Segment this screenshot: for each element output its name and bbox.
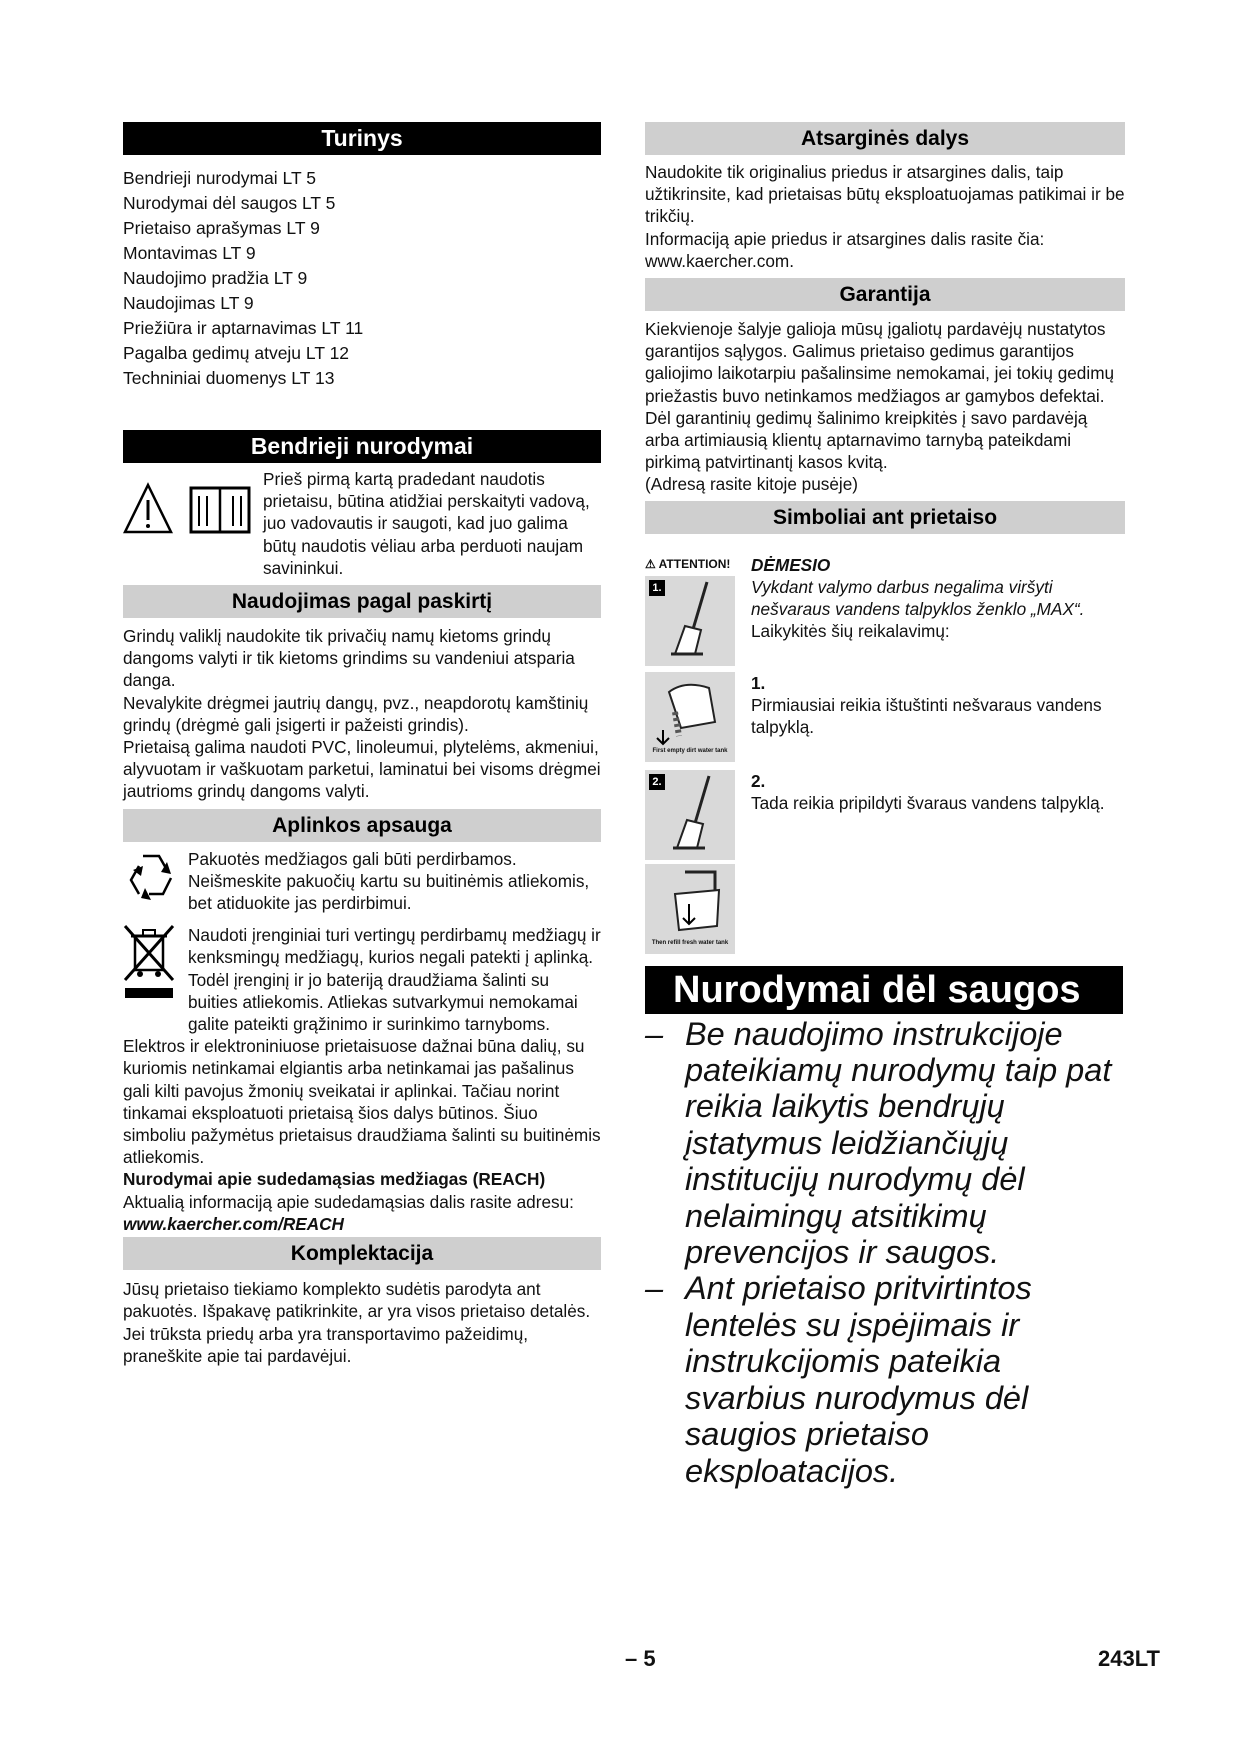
weee-text-inner: Naudoti įrenginiai turi vertingų perdirbamų medžiagų ir kenksmingų medžiagų, kurios negali patekti į aplinką. Todėl įrenginį ir jo bateriją draudžiama šalinti su buities atliekomis. Atliekas sutvarkymui nemokamai galite pateikti grąžinimo ir surinkimo tarnyboms. bbox=[188, 925, 601, 1035]
warranty-address: (Adresą rasite kitoje pusėje) bbox=[645, 474, 859, 495]
symbols-title: Simboliai ant prietaiso bbox=[645, 501, 1125, 534]
spare-parts-section bbox=[645, 161, 1125, 272]
toc-item[interactable]: Bendrieji nurodymai LT 5 bbox=[123, 168, 316, 188]
toc-item[interactable]: Priežiūra ir aptarnavimas LT 11 bbox=[123, 318, 364, 338]
general-section bbox=[123, 468, 601, 579]
warranty-title: Garantija bbox=[645, 278, 1125, 311]
warning-text-block bbox=[751, 554, 1125, 666]
warning-heading: DĖMESIO bbox=[751, 554, 831, 575]
step1-picture bbox=[645, 576, 735, 666]
toc-item[interactable]: Techniniai duomenys LT 13 bbox=[123, 368, 335, 388]
safety-item-text: Be naudojimo instrukcijoje pateikiamų nurodymų taip pat reikia laikytis bendrųjų įstatymus leidžiančiųjų institucijų nurodymų dėl nelaimingų atsitikimų prevencijos ir saugos. bbox=[685, 1015, 1112, 1271]
symbol-row-step1 bbox=[645, 672, 1125, 762]
general-text: Prieš pirmą kartą pradedant naudotis prietaisu, būtina atidžiai perskaityti vadovą, juo vadovautis ir saugoti, kad juo galima būtų naudotis vėliau arba perduoti naujam savininkui. bbox=[263, 469, 590, 578]
step1-text-block bbox=[751, 672, 1125, 762]
weee-text bbox=[123, 924, 601, 1035]
step2-picture bbox=[645, 770, 735, 860]
right-column bbox=[645, 122, 1125, 1489]
symbols-section bbox=[645, 554, 1125, 954]
table-of-contents bbox=[123, 166, 601, 391]
empty-tank-picture bbox=[645, 672, 735, 762]
step1-number: 1. bbox=[751, 672, 766, 693]
general-title: Bendrieji nurodymai bbox=[123, 430, 601, 463]
step1-caption: First empty dirt water tank bbox=[652, 747, 728, 754]
step1-text: Pirmiausiai reikia ištuštinti nešvaraus vandens talpyklą. bbox=[751, 694, 1102, 738]
attention-icon: ⚠ bbox=[645, 556, 656, 571]
intended-use-p2: Nevalykite drėgmei jautrių dangų, pvz., neapdorotų kamštinių grindų (drėgmė gali įsigerti ir pažeisti grindis). bbox=[123, 692, 589, 735]
scope-p1: Jūsų prietaiso tiekiamo komplekto sudėtis parodyta ant pakuotės. Išpakavę patikrinkite, ar yra visos prietaiso detalės. bbox=[123, 1279, 591, 1322]
warranty-text: Kiekvienoje šalyje galioja mūsų įgaliotų pardavėjų nustatytos garantijos sąlygos. Galimus prietaiso gedimus garantijos galiojimo laikotarpiu pašalinsime nemokamai, jei tokių gedimų priežastis buvo netinkamos medžiagos ar gamybos defektai. Dėl garantinių gedimų šalinimo kreipkitės į savo pardavėją arba artimiausią klientų aptarnavimo tarnybą pateikdami pirkimą patvirtinantį kasos kvitą. bbox=[645, 319, 1115, 473]
safety-title: Nurodymai dėl saugos bbox=[645, 966, 1123, 1014]
symbol-row-warning bbox=[645, 554, 1125, 666]
attention-text: ATTENTION! bbox=[658, 556, 731, 571]
empty-tank-icon bbox=[645, 672, 735, 748]
crossed-bin-icon bbox=[123, 924, 175, 1000]
attention-and-step1-image bbox=[645, 554, 737, 666]
recycle-icon bbox=[123, 848, 179, 904]
environment-title: Aplinkos apsauga bbox=[123, 809, 601, 842]
reach-text: Aktualią informaciją apie sudedamąsias dalis rasite adresu: bbox=[123, 1191, 574, 1212]
refill-tank-picture bbox=[645, 864, 735, 954]
follow-text: Laikykitės šių reikalavimų: bbox=[751, 621, 950, 642]
safety-item bbox=[645, 1016, 1125, 1271]
left-column bbox=[123, 122, 601, 1367]
environment-section bbox=[123, 848, 601, 1235]
intended-use-section bbox=[123, 625, 601, 803]
warranty-section bbox=[645, 318, 1125, 496]
step2-caption: Then refill fresh water tank bbox=[651, 939, 729, 946]
toc-item[interactable]: Pagalba gedimų atveju LT 12 bbox=[123, 343, 350, 363]
scope-section bbox=[123, 1278, 601, 1367]
scope-p2: Jei trūksta priedų arba yra transportavimo pažeidimų, praneškite apie tai pardavėjui. bbox=[123, 1323, 529, 1366]
toc-title: Turinys bbox=[123, 122, 601, 155]
bullet-dash: – bbox=[645, 1270, 664, 1307]
weee-icon-box bbox=[123, 924, 188, 1014]
refill-tank-icon bbox=[645, 864, 735, 940]
toc-item[interactable]: Montavimas LT 9 bbox=[123, 243, 256, 263]
step2-text-block bbox=[751, 770, 1104, 954]
safety-item-text: Ant prietaiso pritvirtintos lentelės su įspėjimais ir instrukcijomis pateikia svarbius nurodymus dėl saugios prietaiso eksploatacijos. bbox=[685, 1270, 1032, 1489]
warning-text: Vykdant valymo darbus negalima viršyti nešvaraus vandens talpyklos ženklo „MAX“. bbox=[751, 576, 1085, 620]
toc-item[interactable]: Prietaiso aprašymas LT 9 bbox=[123, 218, 320, 238]
step-badge-2: 2. bbox=[649, 774, 665, 790]
spare-parts-p1: Naudokite tik originalius priedus ir atsargines dalis, taip užtikrinsite, kad prietaisas būtų eksploatuojamas patikimai ir be trikčių. bbox=[645, 162, 1125, 227]
step2-number: 2. bbox=[751, 770, 766, 791]
page-number: – 5 bbox=[625, 1646, 656, 1671]
toc-item[interactable]: Nurodymai dėl saugos LT 5 bbox=[123, 193, 336, 213]
reach-heading: Nurodymai apie sudedamąsias medžiagas (REACH) bbox=[123, 1169, 546, 1190]
spare-parts-title: Atsarginės dalys bbox=[645, 122, 1125, 155]
safety-list bbox=[645, 1016, 1125, 1489]
step2-image bbox=[645, 770, 737, 954]
toc-item[interactable]: Naudojimo pradžia LT 9 bbox=[123, 268, 308, 288]
step1b-image bbox=[645, 672, 737, 762]
toc-item[interactable]: Naudojimas LT 9 bbox=[123, 293, 254, 313]
warning-manual-icon bbox=[123, 480, 263, 540]
reach-link[interactable]: www.kaercher.com/REACH bbox=[123, 1213, 344, 1234]
intended-use-p3: Prietaisą galima naudoti PVC, linoleumui, plytelėms, akmeniui, alyvuotam ir vaškuotam parketui, laminatui bei visoms drėgmei jautrioms grindų dangoms valyti. bbox=[123, 737, 601, 802]
recycle-icon-box bbox=[123, 848, 188, 912]
scope-title: Komplektacija bbox=[123, 1237, 601, 1270]
step-badge-1: 1. bbox=[649, 580, 665, 596]
electro-text: Elektros ir elektroniniuose prietaisuose dažnai būna dalių, su kuriomis netinkamai elgiantis arba netinkamai jas pašalinus gali kilti pavojus žmonių sveikatai ir aplinkai. Tačiau norint tinkamai eksploatuoti prietaisą šios dalys būtinos. Šiuo simboliu pažymėtus prietaisus draudžiama šalinti su buitinėmis atliekomis. bbox=[123, 1036, 601, 1168]
step2-text: Tada reikia pripildyti švaraus vandens talpyklą. bbox=[751, 792, 1105, 813]
intended-use-title: Naudojimas pagal paskirtį bbox=[123, 585, 601, 618]
bullet-dash: – bbox=[645, 1015, 664, 1052]
spare-parts-p2: Informaciją apie priedus ir atsargines dalis rasite čia: www.kaercher.com. bbox=[645, 228, 1045, 271]
intended-use-p1: Grindų valiklį naudokite tik privačių namų kietoms grindų dangoms valyti ir tik kietoms grindims su vandeniui atsparia danga. bbox=[123, 626, 575, 691]
attention-label bbox=[645, 554, 737, 574]
recycle-text: Pakuotės medžiagos gali būti perdirbamos. Neišmeskite pakuočių kartu su buitinėmis atliekomis, bet atiduokite jas perdirbimui. bbox=[188, 848, 590, 914]
general-icons bbox=[123, 468, 263, 570]
symbol-row-step2 bbox=[645, 770, 1125, 954]
document-code: 243LT bbox=[1098, 1646, 1160, 1671]
safety-item bbox=[645, 1270, 1125, 1488]
